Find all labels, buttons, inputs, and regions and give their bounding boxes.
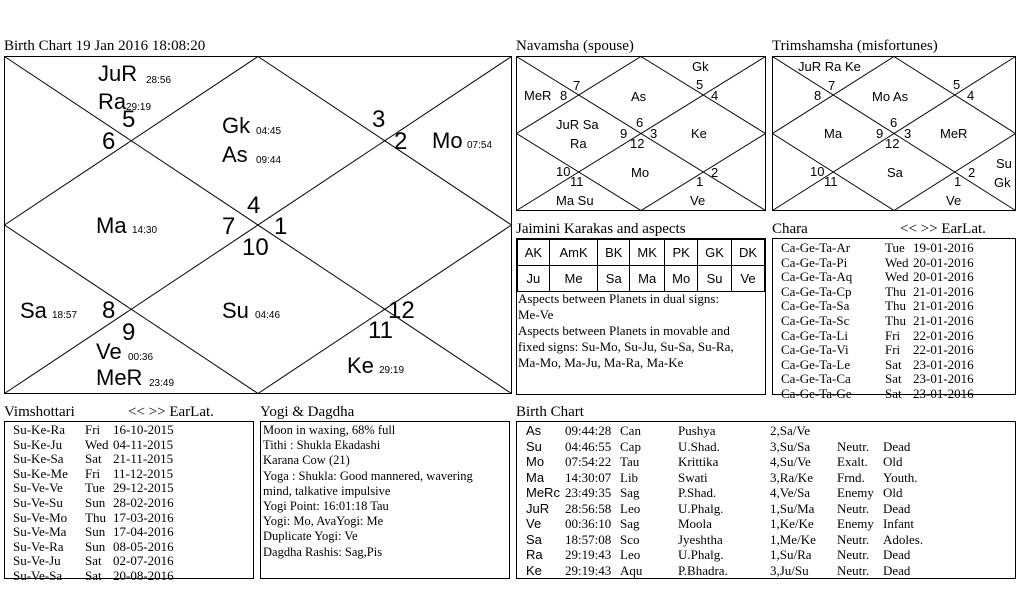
chara-row-name[interactable]: Ca-Ge-Ta-Ge (781, 385, 852, 401)
trim-s3: 3 (904, 126, 912, 141)
table-row[interactable] (517, 501, 1015, 516)
chara-names (781, 241, 852, 402)
trim-s1: 1 (954, 174, 962, 189)
planet-sign: Lib (620, 469, 639, 485)
planet-state: Old (883, 454, 903, 469)
planet-degree: 23:49:35 (565, 485, 612, 500)
jaimini-panel (516, 238, 766, 395)
karaka-value-mk: Ma (630, 266, 665, 292)
planet-name: Ke (526, 562, 542, 578)
vim-row-name[interactable]: Su-Ve-Ju (13, 553, 61, 569)
table-row[interactable] (517, 454, 1015, 469)
karaka-value-pk: Mo (665, 266, 698, 292)
planet-pada: 1,Su/Ra (770, 547, 812, 562)
chara-row-date: 23-01-2016 (913, 385, 974, 401)
planet-pada: 1,Me/Ke (770, 531, 816, 547)
vim-row-name[interactable]: Su-Ke-Ju (13, 436, 63, 452)
karaka-header-mk: MK (630, 240, 665, 266)
nav-gk: Gk (692, 59, 709, 74)
h2-planet-2-deg: 29:19 (126, 102, 152, 113)
table-row[interactable] (517, 547, 1015, 562)
trim-mer: MeR (940, 126, 968, 141)
h6-planet-2-deg: 23:49 (149, 378, 175, 389)
chara-row-name[interactable]: Ca-Ge-Ta-Le (781, 356, 851, 372)
chara-row-date: 23-01-2016 (913, 356, 974, 372)
chara-row-day: Tue (885, 240, 905, 255)
yogi-lines (263, 423, 473, 560)
planet-nakshatra: P.Bhadra. (678, 562, 728, 578)
planet-degree: 14:30:07 (565, 469, 612, 485)
table-row[interactable] (517, 470, 1015, 485)
nav-s3: 3 (650, 126, 658, 141)
vim-row-day: Thu (85, 509, 106, 525)
planet-relation: Enemy (837, 516, 874, 531)
planet-name: Su (526, 438, 542, 454)
karaka-header-ak: AK (518, 240, 550, 266)
h4-planet-1: Ma (96, 213, 127, 238)
trim-ve: Ve (946, 193, 962, 208)
planet-degree: 29:19:43 (565, 547, 612, 562)
h2-planet-2: Ra (98, 89, 127, 114)
aspects-line: Aspects between Planets in movable and (518, 323, 730, 338)
chara-row-name[interactable]: Ca-Ge-Ta-Aq (781, 269, 853, 285)
yogi-title: Yogi & Dagdha (260, 404, 355, 420)
aspects-line: Ma-Mo, Ma-Ju, Ma-Ra, Ma-Ke (518, 355, 684, 370)
chara-panel (772, 238, 1016, 401)
planet-nakshatra: Jyeshtha (678, 531, 723, 547)
h11-planet-1-deg: 07:54 (467, 140, 493, 151)
h11-planet-1: Mo (432, 128, 463, 153)
planet-sign: Sag (620, 485, 640, 500)
h1-planet-1: Gk (222, 113, 251, 138)
karaka-header-gk: GK (698, 240, 732, 266)
trimshamsha-chart[interactable] (772, 56, 1016, 211)
planet-nakshatra: U.Shad. (678, 438, 720, 454)
chara-dates (913, 241, 974, 402)
planet-nakshatra: Krittika (678, 454, 719, 469)
planet-name: Ra (526, 547, 543, 562)
chara-row-day: Wed (885, 254, 909, 270)
vim-row-day: Sun (85, 524, 106, 540)
planet-sign: Aqu (620, 562, 643, 578)
planet-degree: 18:57:08 (565, 531, 612, 547)
vim-row-date: 21-11-2015 (113, 451, 174, 467)
nav-jusa: JuR Sa (556, 117, 599, 132)
planet-state: Adoles. (883, 531, 924, 547)
yogi-line: Yogi Point: 16:01:18 Tau (263, 499, 389, 514)
trim-s11: 11 (824, 174, 838, 189)
nav-s7: 7 (573, 78, 581, 93)
planet-sign: Leo (620, 500, 641, 516)
navamsha-chart[interactable] (516, 56, 766, 211)
trim-s8: 8 (814, 88, 822, 103)
chara-row-name[interactable]: Ca-Ge-Ta-Sa (781, 298, 850, 314)
vim-row-day: Fri (85, 422, 101, 437)
planet-sign: Leo (620, 547, 641, 562)
nav-mer: MeR (524, 88, 552, 103)
h6-sign: 9 (122, 319, 136, 346)
chara-row-date: 20-01-2016 (913, 269, 974, 285)
vim-row-name[interactable]: Su-Ve-Su (13, 494, 63, 510)
h10-sign: 1 (274, 213, 288, 240)
h2-planet-1-deg: 28:56 (146, 75, 172, 86)
planet-name: Mo (526, 454, 545, 469)
vim-row-name[interactable]: Su-Ve-Ve (13, 480, 63, 496)
birth-chart-diagram[interactable] (4, 56, 512, 394)
trim-gk: Gk (994, 175, 1011, 190)
trim-s12: 12 (885, 136, 900, 151)
chara-row-name[interactable]: Ca-Ge-Ta-Sc (781, 312, 850, 328)
planet-relation: Neutr. (837, 438, 870, 454)
yogi-line: Yoga : Shukla: Good mannered, wavering (263, 468, 473, 483)
h2-planet-1: JuR (98, 61, 138, 86)
trim-jurake: JuR Ra Ke (798, 59, 861, 74)
nav-masu: Ma Su (556, 193, 594, 208)
planet-relation: Enemy (837, 485, 874, 500)
planet-name: Ma (526, 469, 545, 485)
nav-s2: 2 (711, 165, 719, 180)
navamsha-title: Navamsha (spouse) (516, 38, 634, 54)
vim-row-name[interactable]: Su-Ke-Me (13, 465, 68, 481)
planet-pada: 1,Ke/Ke (770, 516, 814, 531)
aspects-line: Me-Ve (518, 307, 554, 322)
nav-ke: Ke (691, 126, 707, 141)
planet-pada: 2,Sa/Ve (770, 423, 811, 438)
chara-row-day: Sat (885, 385, 902, 401)
h2-sign: 5 (122, 106, 136, 133)
planet-pada: 3,Ra/Ke (770, 469, 813, 485)
h6-planet-1: Ve (96, 339, 122, 364)
planet-sign: Tau (620, 454, 640, 469)
nav-mo: Mo (631, 165, 650, 180)
nav-ve: Ve (690, 193, 706, 208)
h8-planet-1-deg: 29:19 (379, 365, 405, 376)
planet-sign: Sco (620, 531, 640, 547)
nav-ra: Ra (570, 136, 587, 151)
planet-state: Dead (883, 547, 911, 562)
yogi-line: Dagdha Rashis: Sag,Pis (263, 544, 383, 559)
trimshamsha-title: Trimshamsha (misfortunes) (772, 38, 938, 54)
vim-dates (113, 423, 174, 584)
h1-sign: 4 (247, 192, 261, 219)
trim-su: Su (996, 156, 1012, 171)
yogi-line: Tithi : Shukla Ekadashi (263, 438, 381, 453)
planet-name: JuR (526, 500, 550, 516)
vim-row-date: 04-11-2015 (113, 436, 174, 452)
chara-nav-earlat[interactable]: << >> EarLat. (900, 221, 986, 237)
planet-degree: 09:44:28 (565, 423, 612, 438)
vim-row-name[interactable]: Su-Ve-Ra (13, 538, 64, 554)
chara-row-date: 20-01-2016 (913, 254, 974, 270)
karakas-table (517, 239, 765, 292)
planet-relation: Neutr. (837, 547, 870, 562)
planet-state: Dead (883, 562, 911, 578)
planet-name: Sa (526, 531, 542, 547)
birth-chart-title: Birth Chart 19 Jan 2016 18:08:20 (4, 38, 206, 54)
h9-sign: 12 (388, 297, 415, 324)
planet-pada: 1,Su/Ma (770, 500, 815, 516)
nav-s1: 1 (696, 174, 704, 189)
chara-title: Chara (772, 221, 808, 237)
planet-relation: Neutr. (837, 531, 870, 547)
nav-s8: 8 (560, 88, 568, 103)
vim-row-day: Sun (85, 538, 106, 554)
planet-sign: Can (620, 423, 641, 438)
chara-row-day: Sat (885, 371, 902, 387)
trim-ma: Ma (824, 126, 843, 141)
yogi-line: mind, talkative impulsive (263, 483, 391, 498)
trim-s2: 2 (968, 165, 976, 180)
trim-s5: 5 (953, 77, 961, 92)
planet-nakshatra: U.Phalg. (678, 500, 724, 516)
vim-row-day: Wed (85, 436, 109, 452)
planet-nakshatra: Pushya (678, 423, 716, 438)
vim-row-name[interactable]: Su-Ke-Sa (13, 451, 64, 467)
vim-row-day: Sat (85, 553, 102, 569)
trim-s9: 9 (876, 126, 884, 141)
planet-relation: Frnd. (837, 469, 865, 485)
vim-row-day: Sat (85, 567, 102, 583)
h1-planet-1-deg: 04:45 (256, 126, 282, 137)
chara-row-day: Thu (885, 298, 906, 314)
planet-pada: 4,Ve/Sa (770, 485, 811, 500)
h1-planet-2: As (222, 142, 248, 167)
table-row[interactable] (517, 516, 1015, 531)
aspects-line: Aspects between Planets in dual signs: (518, 291, 720, 306)
karaka-value-bk: Sa (598, 266, 630, 292)
h1-planet-2-deg: 09:44 (256, 155, 282, 166)
chara-row-name[interactable]: Ca-Ge-Ta-Cp (781, 283, 852, 299)
karaka-header-amk: AmK (549, 240, 598, 266)
planet-degree: 00:36:10 (565, 516, 612, 531)
vim-days (85, 423, 109, 584)
vim-names (13, 423, 68, 584)
vim-row-day: Fri (85, 465, 101, 481)
planet-nakshatra: U.Phalg. (678, 547, 724, 562)
h7-planet-1: Su (222, 298, 249, 323)
vimshottari-panel (4, 421, 254, 583)
trim-sa: Sa (887, 165, 903, 180)
chara-row-name[interactable]: Ca-Ge-Ta-Li (781, 327, 848, 343)
planet-state: Old (883, 485, 903, 500)
planet-nakshatra: Swati (678, 469, 708, 485)
planet-relation: Neutr. (837, 562, 870, 578)
vim-row-name[interactable]: Su-Ve-Ma (13, 524, 67, 540)
nav-as: As (631, 89, 647, 104)
h8-planet-1: Ke (347, 353, 374, 378)
chara-row-date: 22-01-2016 (913, 327, 974, 343)
trim-s4: 4 (967, 88, 975, 103)
karaka-value-amk: Me (549, 266, 598, 292)
yogi-line: Yogi: Mo, AvaYogi: Me (263, 514, 384, 529)
table-row[interactable] (517, 423, 1015, 438)
h6-planet-2: MeR (96, 365, 143, 390)
chara-row-name[interactable]: Ca-Ge-Ta-Vi (781, 342, 849, 358)
h5-planet-1-deg: 18:57 (52, 310, 78, 321)
table-row[interactable] (517, 532, 1015, 547)
nav-s12: 12 (630, 136, 645, 151)
h11-sign: 2 (394, 128, 408, 155)
vim-row-date: 29-12-2015 (113, 480, 174, 496)
yogi-line: Moon in waxing, 68% full (263, 423, 396, 437)
trim-s10: 10 (810, 164, 825, 179)
chara-row-name[interactable]: Ca-Ge-Ta-Ca (781, 371, 851, 387)
vim-row-date: 11-12-2015 (113, 465, 174, 481)
planet-name: MeRc (526, 485, 560, 500)
planets-table-title: Birth Chart (516, 404, 584, 420)
vim-row-name[interactable]: Su-Ve-Sa (13, 567, 63, 583)
nav-s4: 4 (711, 88, 719, 103)
nav-s11: 11 (570, 174, 584, 189)
chara-days (885, 241, 909, 402)
chara-row-date: 21-01-2016 (913, 312, 974, 328)
aspects-text (518, 291, 734, 371)
planet-state: Dead (883, 438, 911, 454)
planet-sign: Cap (620, 438, 641, 454)
nav-s9: 9 (620, 126, 628, 141)
vim-row-day: Sat (85, 451, 102, 467)
vimshottari-nav-earlat[interactable]: << >> EarLat. (128, 404, 214, 420)
planet-state: Dead (883, 500, 911, 516)
planet-degree: 04:46:55 (565, 438, 612, 454)
planet-degree: 28:56:58 (565, 500, 612, 516)
chara-row-name[interactable]: Ca-Ge-Ta-Pi (781, 254, 848, 270)
planets-table-body (517, 423, 1015, 579)
chara-row-day: Thu (885, 312, 906, 328)
planet-relation: Neutr. (837, 500, 870, 516)
vim-row-date: 02-07-2016 (113, 553, 174, 569)
planet-name: As (526, 423, 542, 438)
h5-planet-1: Sa (20, 298, 47, 323)
chara-row-day: Wed (885, 269, 909, 285)
karaka-value-dk: Ve (732, 266, 765, 292)
vim-row-date: 17-04-2016 (113, 524, 174, 540)
h4-sign: 7 (222, 213, 236, 240)
yogi-panel (260, 421, 510, 579)
h6-planet-1-deg: 00:36 (128, 352, 154, 363)
planet-nakshatra: P.Shad. (678, 485, 717, 500)
planet-pada: 4,Su/Ve (770, 454, 811, 469)
chara-row-date: 21-01-2016 (913, 283, 974, 299)
h12-sign: 3 (372, 106, 386, 133)
chara-row-day: Fri (885, 327, 901, 343)
table-row[interactable] (517, 485, 1015, 500)
vim-row-day: Sun (85, 494, 106, 510)
yogi-line: Duplicate Yogi: Ve (263, 529, 358, 544)
yogi-line: Karana Cow (21) (263, 453, 350, 468)
h3-sign: 6 (102, 128, 116, 155)
vimshottari-title: Vimshottari (4, 404, 75, 420)
h7-planet-1-deg: 04:46 (255, 310, 281, 321)
chara-row-day: Fri (885, 342, 901, 358)
vim-row-name[interactable]: Su-Ve-Mo (13, 509, 68, 525)
karaka-header-bk: BK (598, 240, 630, 266)
vim-row-date: 28-02-2016 (113, 494, 174, 510)
planet-degree: 07:54:22 (565, 454, 612, 469)
vim-row-name[interactable]: Su-Ke-Ra (13, 422, 65, 437)
chara-row-day: Sat (885, 356, 902, 372)
nav-s5: 5 (696, 77, 704, 92)
chara-row-name[interactable]: Ca-Ge-Ta-Ar (781, 240, 851, 255)
trim-moas: Mo As (872, 89, 909, 104)
karaka-value-gk: Su (698, 266, 732, 292)
planet-degree: 29:19:43 (565, 562, 612, 578)
chara-row-date: 21-01-2016 (913, 298, 974, 314)
jaimini-title: Jaimini Karakas and aspects (516, 221, 686, 237)
chara-row-day: Thu (885, 283, 906, 299)
planet-pada: 3,Ju/Su (770, 562, 809, 578)
karaka-value-ak: Ju (518, 266, 550, 292)
nav-s6: 6 (636, 115, 644, 130)
table-row[interactable] (517, 439, 1015, 454)
vim-row-date: 16-10-2015 (113, 422, 174, 437)
vim-row-date: 17-03-2016 (113, 509, 174, 525)
karaka-header-pk: PK (665, 240, 698, 266)
h8-sign: 11 (368, 317, 393, 344)
karaka-header-dk: DK (732, 240, 765, 266)
trim-s7: 7 (828, 78, 836, 93)
vim-row-date: 08-05-2016 (113, 538, 174, 554)
planet-pada: 3,Su/Sa (770, 438, 811, 454)
chara-row-date: 23-01-2016 (913, 371, 974, 387)
vim-row-day: Tue (85, 480, 105, 496)
chara-row-date: 22-01-2016 (913, 342, 974, 358)
planet-relation: Exalt. (837, 454, 868, 469)
vim-row-date: 20-08-2016 (113, 567, 174, 583)
planets-table (516, 421, 1016, 579)
planet-state: Infant (883, 516, 915, 531)
planet-nakshatra: Moola (678, 516, 712, 531)
planet-sign: Sag (620, 516, 640, 531)
table-row[interactable] (517, 563, 1015, 578)
h7-sign: 10 (242, 234, 269, 261)
aspects-line: fixed signs: Su-Mo, Su-Ju, Su-Sa, Su-Ra, (518, 339, 734, 354)
trim-s6: 6 (890, 115, 898, 130)
planet-state: Youth. (883, 469, 918, 485)
nav-s10: 10 (556, 164, 571, 179)
h5-sign: 8 (102, 297, 116, 324)
planet-name: Ve (526, 516, 542, 531)
chara-row-date: 19-01-2016 (913, 240, 974, 255)
h4-planet-1-deg: 14:30 (132, 225, 158, 236)
